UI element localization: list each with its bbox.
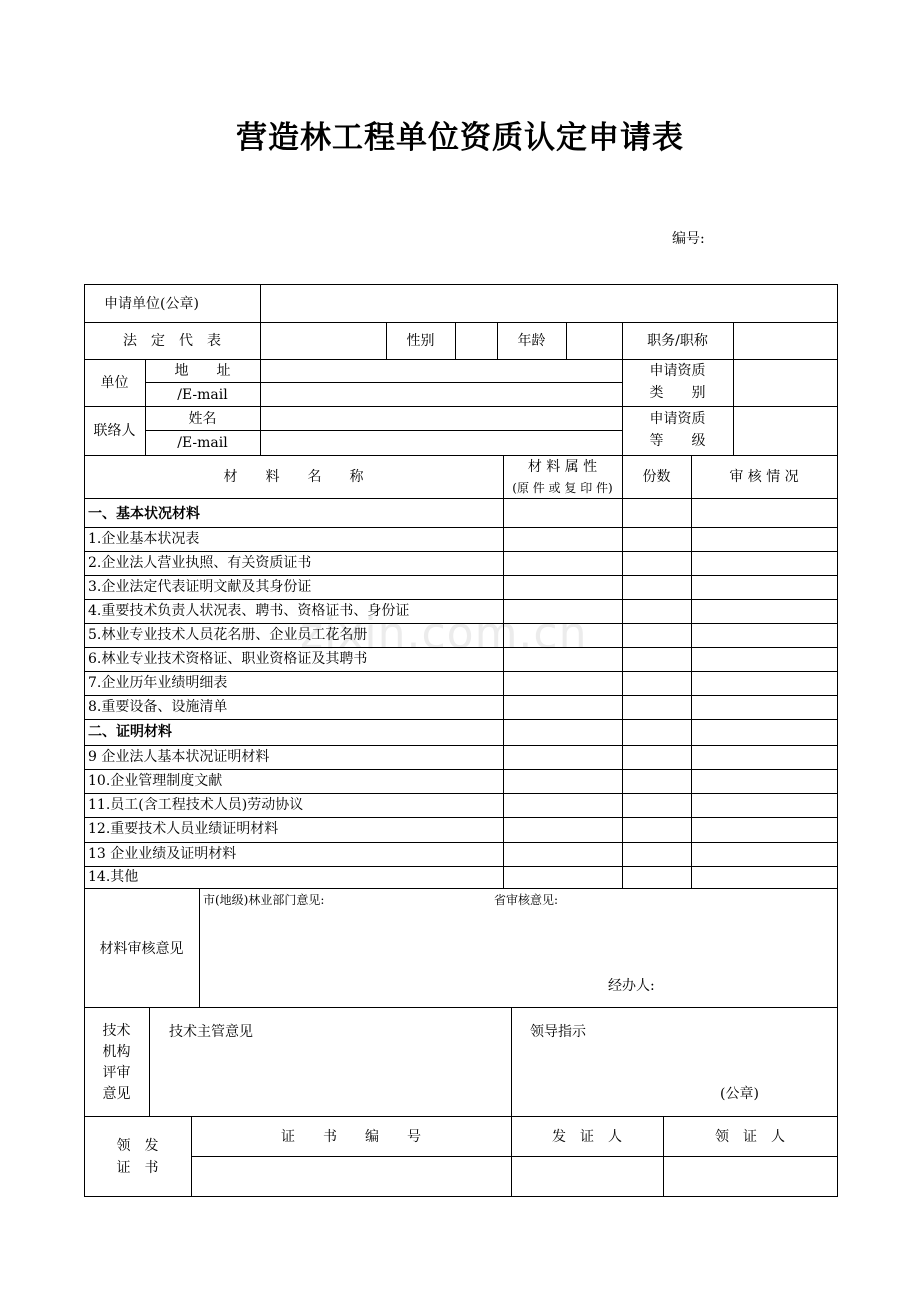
material-item: 14.其他 (88, 869, 139, 885)
material-item: 9 企业法人基本状况证明材料 (88, 749, 270, 765)
section-heading: 二、证明材料 (88, 724, 172, 740)
applicant-label: 申请单位(公章) (104, 296, 199, 312)
qual-type-label-1: 申请资质 (649, 363, 706, 379)
cert-issuer-header: 发 证 人 (552, 1129, 622, 1145)
cert-number-header: 证 书 编 号 (281, 1129, 421, 1145)
material-item: 13 企业业绩及证明材料 (88, 846, 237, 862)
legal-rep-label: 法 定 代 表 (123, 333, 221, 349)
city-opinion-label: 市(地级)林业部门意见: (203, 893, 325, 907)
material-item: 2.企业法人营业执照、有关资质证书 (88, 555, 312, 571)
qual-grade-label-2: 等 级 (649, 433, 706, 449)
unit-label: 单位 (100, 375, 129, 391)
address-label: 地 址 (174, 363, 231, 379)
review-label: 材料审核意见 (99, 941, 184, 957)
contact-email-label: /E-mail (177, 435, 228, 451)
contact-name-label: 姓名 (188, 411, 217, 427)
supervisor-opinion-label: 技术主管意见 (169, 1024, 253, 1040)
materials-attr-subheader: (原 件 或 复 印 件) (512, 481, 613, 495)
cert-label-1: 领 发 (116, 1138, 159, 1154)
watermark: zixin.com.cn (300, 608, 588, 659)
material-item: 3.企业法定代表证明文献及其身份证 (88, 579, 312, 595)
province-opinion-label: 省审核意见: (494, 893, 559, 907)
cert-receiver-header: 领 证 人 (715, 1129, 785, 1145)
tech-label-2: 机构 (102, 1044, 131, 1060)
qual-grade-label-1: 申请资质 (649, 411, 706, 427)
materials-name-header: 材 料 名 称 (223, 469, 364, 485)
seal-label: (公章) (720, 1086, 759, 1102)
material-item: 8.重要设备、设施清单 (88, 699, 228, 715)
material-item: 11.员工(含工程技术人员)劳动协议 (88, 797, 304, 813)
tech-label-4: 意见 (102, 1086, 131, 1102)
material-item: 10.企业管理制度文献 (88, 773, 223, 789)
contact-label: 联络人 (93, 423, 136, 439)
materials-attr-header: 材 料 属 性 (527, 459, 598, 475)
cert-label-2: 证 书 (116, 1160, 159, 1176)
gender-label: 性别 (406, 333, 435, 349)
material-item: 6.林业专业技术资格证、职业资格证及其聘书 (88, 651, 368, 667)
tech-label-3: 评审 (102, 1065, 131, 1081)
handler-label: 经办人: (608, 978, 655, 994)
position-label: 职务/职称 (647, 333, 708, 349)
leader-instruction-label: 领导指示 (530, 1024, 586, 1040)
material-item: 12.重要技术人员业绩证明材料 (88, 821, 279, 837)
material-item: 5.林业专业技术人员花名册、企业员工花名册 (88, 627, 368, 643)
material-item: 1.企业基本状况表 (88, 531, 200, 547)
section-heading: 一、基本状况材料 (88, 506, 200, 522)
qual-type-label-2: 类 别 (649, 385, 706, 401)
tech-label-1: 技术 (102, 1023, 131, 1039)
doc-number-label: 编号: (672, 231, 705, 247)
material-item: 4.重要技术负责人状况表、聘书、资格证书、身份证 (88, 603, 410, 619)
unit-email-label: /E-mail (177, 387, 228, 403)
age-label: 年龄 (517, 333, 546, 349)
review-header: 审 核 情 况 (729, 469, 799, 485)
material-item: 7.企业历年业绩明细表 (88, 675, 228, 691)
copies-header: 份数 (642, 469, 671, 485)
page-title: 营造林工程单位资质认定申请表 (236, 120, 684, 156)
